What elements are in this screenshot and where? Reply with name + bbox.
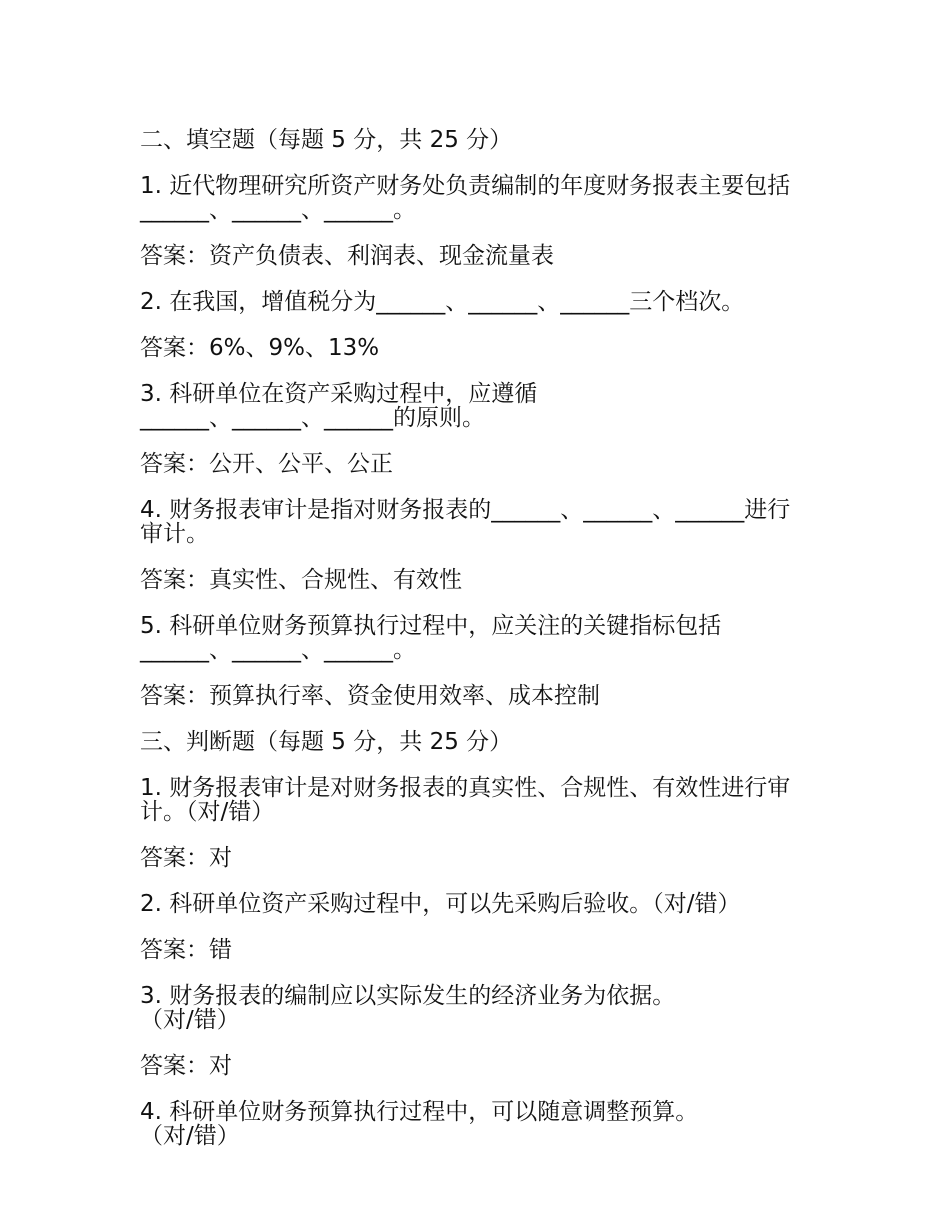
fill-blank-answer-3: 答案：公开、公平、公正 xyxy=(140,451,393,477)
true-false-question-1: 1. 财务报表审计是对财务报表的真实性、合规性、有效性进行审计。（对/错） xyxy=(140,775,791,825)
fill-blank-question-1: 1. 近代物理研究所资产财务处负责编制的年度财务报表主要包括______、______、______。 xyxy=(140,173,791,223)
section-heading-true-false: 三、判断题（每题 5 分，共 25 分） xyxy=(140,729,513,755)
true-false-answer-3: 答案：对 xyxy=(140,1053,232,1079)
true-false-question-3: 3. 财务报表的编制应以实际发生的经济业务为依据。 （对/错） xyxy=(140,983,676,1033)
fill-blank-answer-1: 答案：资产负债表、利润表、现金流量表 xyxy=(140,243,554,269)
true-false-answer-1: 答案：对 xyxy=(140,845,232,871)
document-page xyxy=(140,128,800,1170)
fill-blank-question-5: 5. 科研单位财务预算执行过程中，应关注的关键指标包括 ______、______、______。 xyxy=(140,613,722,663)
section-heading-fill-blank: 二、填空题（每题 5 分，共 25 分） xyxy=(140,127,513,153)
true-false-question-2: 2. 科研单位资产采购过程中，可以先采购后验收。（对/错） xyxy=(140,891,741,917)
fill-blank-answer-2: 答案：6%、9%、13% xyxy=(140,335,380,361)
fill-blank-question-2: 2. 在我国，增值税分为______、______、______三个档次。 xyxy=(140,289,745,315)
fill-blank-answer-5: 答案：预算执行率、资金使用效率、成本控制 xyxy=(140,683,600,709)
fill-blank-answer-4: 答案：真实性、合规性、有效性 xyxy=(140,567,462,593)
true-false-question-4: 4. 科研单位财务预算执行过程中，可以随意调整预算。 （对/错） xyxy=(140,1099,699,1149)
fill-blank-question-3: 3. 科研单位在资产采购过程中，应遵循 ______、______、______的原则。 xyxy=(140,381,538,431)
true-false-answer-2: 答案：错 xyxy=(140,937,232,963)
fill-blank-question-4: 4. 财务报表审计是指对财务报表的______、______、______进行审计。 xyxy=(140,497,791,547)
